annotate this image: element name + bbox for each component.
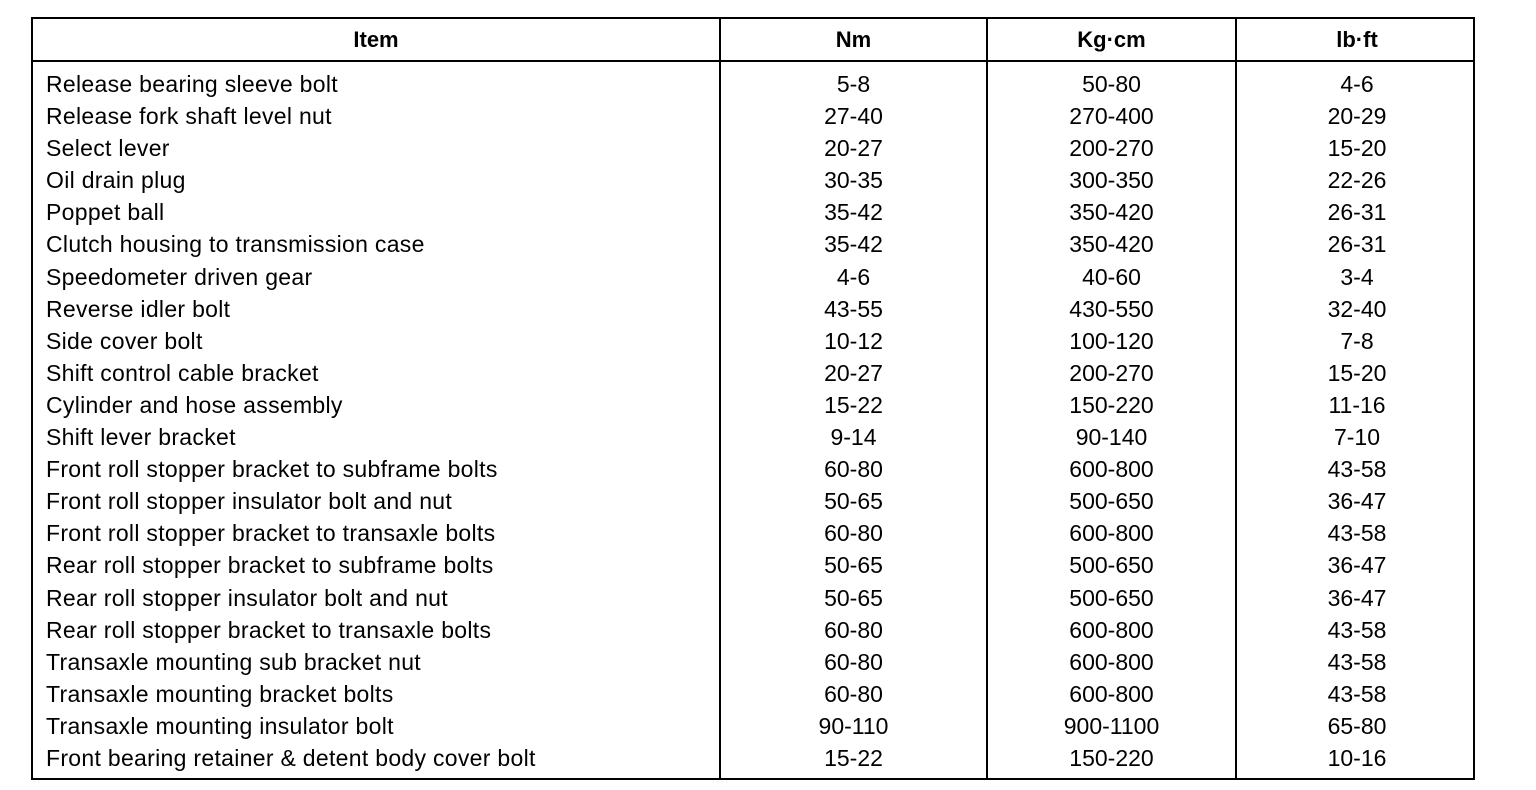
nm-cell: 50-65 [824, 488, 883, 515]
table-row [33, 678, 1473, 710]
kgcm-cell: 500-650 [1069, 552, 1154, 579]
nm-cell: 60-80 [824, 456, 883, 483]
kgcm-cell: 600-800 [1069, 520, 1154, 547]
item-cell: Transaxle mounting bracket bolts [46, 680, 394, 707]
kgcm-cell: 600-800 [1069, 648, 1154, 675]
item-cell: Side cover bolt [46, 327, 203, 354]
table-row [33, 646, 1473, 678]
lbft-cell: 36-47 [1327, 552, 1387, 579]
lbft-cell: 22-26 [1327, 167, 1387, 194]
table-row [33, 517, 1473, 549]
kgcm-cell: 350-420 [1069, 231, 1154, 258]
table-row [33, 100, 1473, 132]
lbft-cell: 7-10 [1333, 424, 1381, 451]
nm-cell: 5-8 [836, 71, 871, 97]
nm-cell: 15-22 [824, 391, 883, 418]
item-cell: Oil drain plug [46, 167, 186, 194]
item-cell: Cylinder and hose assembly [46, 391, 343, 418]
table-row [33, 261, 1473, 293]
item-cell: Transaxle mounting insulator bolt [46, 712, 394, 739]
lbft-cell: 11-16 [1328, 391, 1386, 418]
nm-cell: 43-55 [824, 295, 883, 322]
table-row [33, 389, 1473, 421]
table-row [33, 164, 1473, 196]
table-row [33, 614, 1473, 646]
nm-cell: 90-110 [818, 712, 889, 739]
table-row [33, 325, 1473, 357]
kgcm-cell: 90-140 [1075, 424, 1148, 451]
item-cell: Rear roll stopper insulator bolt and nut [46, 584, 448, 611]
lbft-cell: 15-20 [1327, 359, 1387, 386]
table-row [33, 485, 1473, 517]
nm-cell: 60-80 [824, 648, 883, 675]
lbft-cell: 7-8 [1340, 327, 1374, 354]
nm-cell: 10-12 [824, 327, 883, 354]
table-header [33, 19, 1473, 60]
kgcm-cell: 40-60 [1082, 263, 1141, 290]
kgcm-cell: 270-400 [1069, 103, 1154, 130]
table-row [33, 549, 1473, 581]
header-item: Item [353, 27, 399, 52]
lbft-cell: 20-29 [1327, 103, 1387, 130]
kgcm-cell: 50-80 [1082, 71, 1141, 97]
kgcm-cell: 600-800 [1069, 616, 1154, 643]
lbft-cell: 36-47 [1327, 488, 1387, 515]
lbft-cell: 32-40 [1327, 295, 1387, 322]
lbft-cell: 43-58 [1327, 456, 1387, 483]
item-cell: Front roll stopper insulator bolt and nut [46, 488, 453, 515]
table-row [33, 228, 1473, 260]
item-cell: Clutch housing to transmission case [46, 231, 425, 258]
header-divider [33, 60, 1473, 62]
lbft-cell: 43-58 [1327, 680, 1387, 707]
item-cell: Shift lever bracket [46, 424, 236, 451]
kgcm-cell: 900-1100 [1063, 712, 1160, 739]
lbft-cell: 26-31 [1327, 231, 1387, 258]
kgcm-cell: 430-550 [1069, 295, 1154, 322]
table-row [33, 196, 1473, 228]
torque-spec-table [31, 17, 1475, 780]
header-kgcm: Kg·cm [1077, 27, 1146, 52]
nm-cell: 60-80 [824, 520, 883, 547]
kgcm-cell: 100-120 [1069, 327, 1154, 354]
kgcm-cell: 300-350 [1069, 167, 1154, 194]
kgcm-cell: 150-220 [1069, 744, 1154, 771]
item-cell: Rear roll stopper bracket to transaxle bolts [46, 616, 492, 643]
lbft-cell: 36-47 [1327, 584, 1387, 611]
lbft-cell: 15-20 [1327, 135, 1387, 162]
kgcm-cell: 500-650 [1069, 584, 1154, 611]
item-cell: Speedometer driven gear [46, 263, 313, 290]
table-row [33, 132, 1473, 164]
item-cell: Front roll stopper bracket to transaxle bolts [46, 520, 496, 547]
lbft-cell: 43-58 [1327, 520, 1387, 547]
nm-cell: 35-42 [824, 199, 883, 226]
lbft-cell: 26-31 [1327, 199, 1387, 226]
item-cell: Select lever [46, 135, 170, 162]
lbft-cell: 43-58 [1327, 616, 1387, 643]
kgcm-cell: 200-270 [1069, 359, 1154, 386]
lbft-cell: 10-16 [1327, 744, 1387, 771]
nm-cell: 9-14 [830, 424, 877, 451]
lbft-cell: 4-6 [1340, 71, 1374, 97]
nm-cell: 27-40 [824, 103, 883, 130]
table-row [33, 357, 1473, 389]
nm-cell: 30-35 [824, 167, 883, 194]
table-row [33, 421, 1473, 453]
nm-cell: 20-27 [824, 359, 883, 386]
table-row [33, 453, 1473, 485]
table-row [33, 68, 1473, 100]
item-cell: Front roll stopper bracket to subframe bolts [46, 456, 498, 483]
kgcm-cell: 350-420 [1069, 199, 1154, 226]
header-nm: Nm [835, 27, 872, 52]
nm-cell: 50-65 [824, 584, 883, 611]
kgcm-cell: 150-220 [1069, 391, 1154, 418]
lbft-cell: 3-4 [1340, 263, 1374, 290]
kgcm-cell: 600-800 [1069, 456, 1154, 483]
item-cell: Release bearing sleeve bolt [46, 71, 338, 97]
table-row [33, 742, 1473, 774]
item-cell: Front bearing retainer & detent body cover bolt [46, 744, 536, 771]
kgcm-cell: 200-270 [1069, 135, 1154, 162]
kgcm-cell: 500-650 [1069, 488, 1154, 515]
nm-cell: 60-80 [824, 680, 883, 707]
nm-cell: 60-80 [824, 616, 883, 643]
item-cell: Transaxle mounting sub bracket nut [46, 648, 421, 675]
item-cell: Reverse idler bolt [46, 295, 231, 322]
lbft-cell: 65-80 [1327, 712, 1387, 739]
nm-cell: 4-6 [836, 263, 871, 290]
table-row [33, 710, 1473, 742]
item-cell: Rear roll stopper bracket to subframe bolts [46, 552, 494, 579]
nm-cell: 20-27 [824, 135, 883, 162]
table-body [33, 68, 1473, 774]
header-lbft: lb·ft [1336, 27, 1378, 52]
item-cell: Poppet ball [46, 199, 165, 226]
table-row [33, 293, 1473, 325]
table-row [33, 582, 1473, 614]
lbft-cell: 43-58 [1327, 648, 1387, 675]
nm-cell: 50-65 [824, 552, 883, 579]
item-cell: Shift control cable bracket [46, 359, 319, 386]
nm-cell: 15-22 [824, 744, 883, 771]
nm-cell: 35-42 [824, 231, 883, 258]
kgcm-cell: 600-800 [1069, 680, 1154, 707]
item-cell: Release fork shaft level nut [46, 103, 332, 130]
